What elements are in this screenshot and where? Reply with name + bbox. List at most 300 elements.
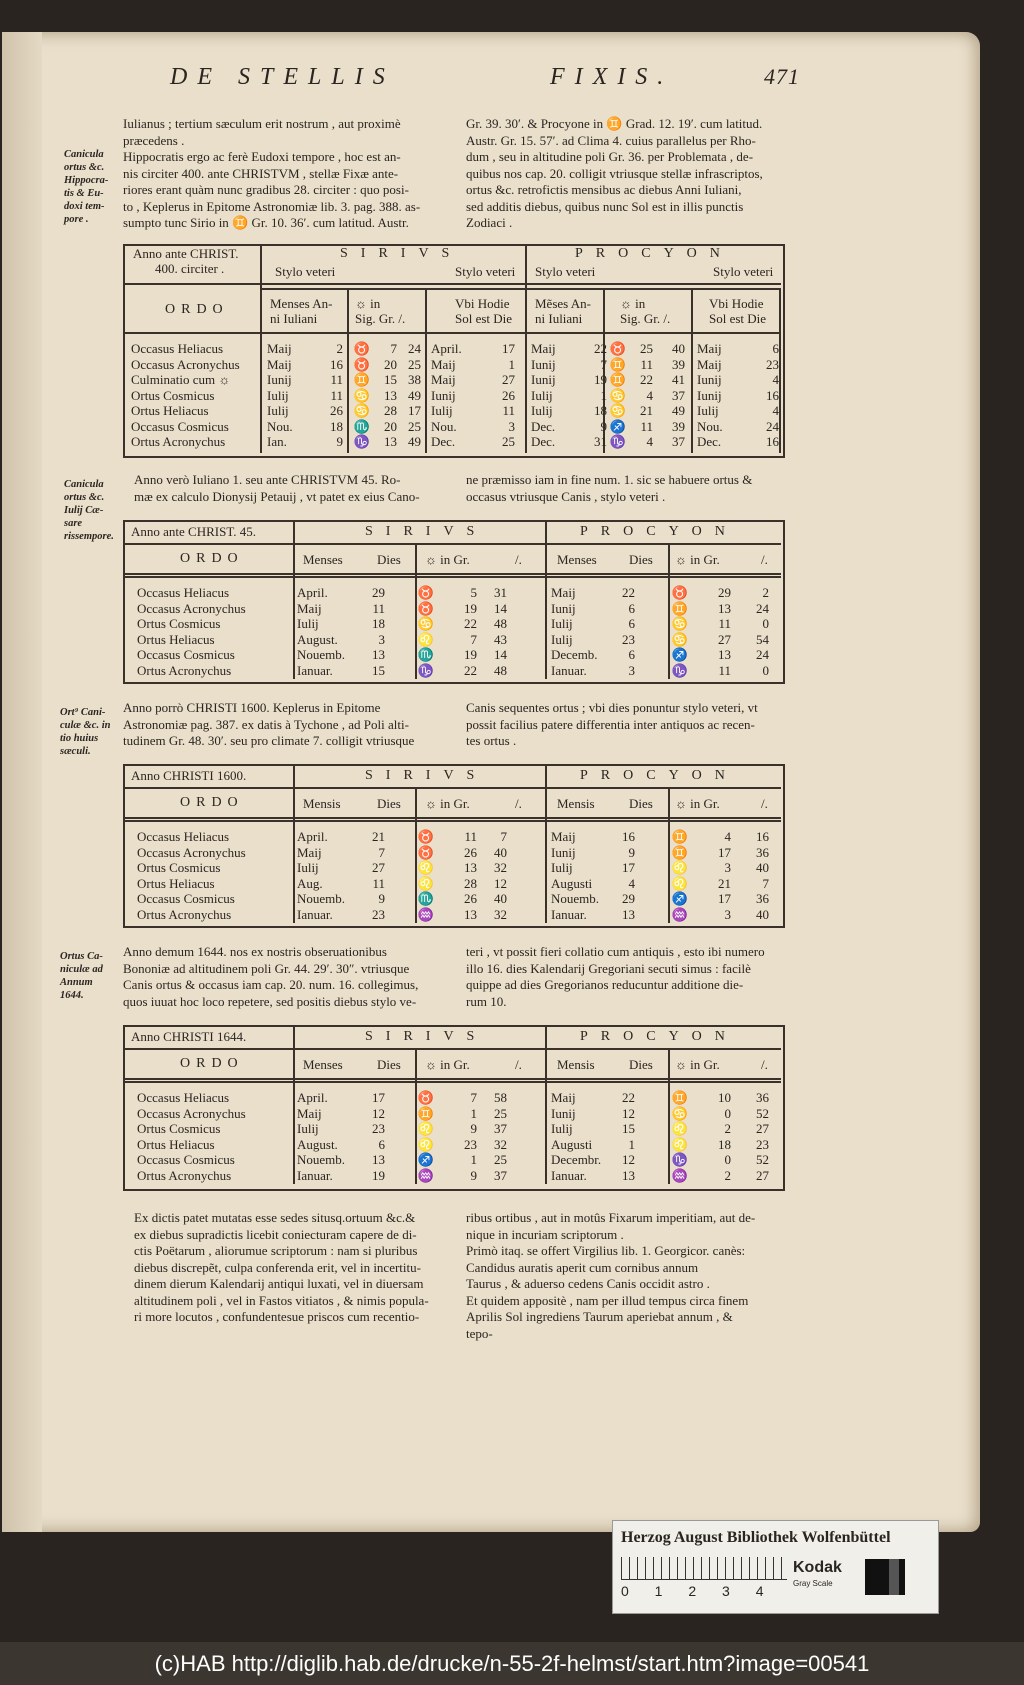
table-cell: Ortus Cosmicus (137, 1121, 221, 1136)
table-cell: Iunij (697, 387, 722, 403)
table-cell: 17 (372, 1090, 385, 1105)
table-cell: Nou. (697, 418, 723, 434)
table-cell: Ortus Heliacus (137, 875, 215, 891)
margin-line: sæculi. (60, 746, 91, 757)
table-cell: Iunij (551, 1105, 576, 1121)
gray-patch-dark (865, 1559, 905, 1595)
margin-line: Canicula (64, 479, 104, 490)
table-cell: Decemb. (551, 647, 598, 662)
running-header (170, 64, 800, 94)
table-cell: 26 (464, 891, 477, 906)
table-cell: 32 (494, 1136, 507, 1152)
table-cell: 13 (464, 906, 477, 922)
table-cell: 14 (494, 600, 507, 616)
table-cell: 4 (772, 403, 779, 418)
table-cell: Dec. (431, 434, 456, 449)
table-cell: 4 (628, 875, 635, 891)
rule (125, 817, 781, 819)
table-cell: 25 (408, 418, 421, 434)
table-cell: 29 (718, 585, 731, 600)
table-cell: 1 (628, 1136, 635, 1152)
table-cell: 49 (408, 387, 421, 403)
table-cell: 29 (622, 891, 635, 906)
text-line: rum 10. (466, 993, 507, 1009)
table-cell: Occasus Heliacus (137, 1090, 230, 1105)
ordo-header: ORDO (180, 795, 244, 810)
table-cell: 5 (470, 585, 477, 600)
procyon-header: PROCYON (580, 524, 738, 539)
rule (293, 521, 295, 679)
table-cell: 23 (372, 1121, 385, 1136)
rule (260, 246, 262, 453)
table-cell: Maij (267, 341, 292, 356)
table-cell: Occasus Cosmicus (131, 418, 229, 434)
table-cell: 24 (756, 647, 769, 662)
table-cell: Nouemb. (297, 891, 346, 906)
rule (425, 288, 427, 453)
ordo-header: ORDO (165, 302, 229, 317)
table-cell: 11 (330, 387, 343, 403)
text-line: Et quidem appositè , nam per illud tempus circa finem (466, 1292, 749, 1308)
ordo-header: ORDO (180, 551, 244, 566)
table-cell: Ortus Acronychus (137, 662, 232, 678)
text-line: teri , vt possit fieri collatio cum antiquis , esto ibi numero (466, 944, 765, 959)
table-cell: 28 (384, 403, 397, 418)
table-cell: 31 (494, 585, 507, 600)
gray-scale-label: Gray Scale (793, 1579, 833, 1588)
table-cell: Iulij (551, 1121, 573, 1136)
table-cell: ♊ (609, 372, 627, 387)
table-cell: ♋ (609, 403, 627, 418)
library-name: Herzog August Bibliothek Wolfenbüttel (621, 1529, 891, 1546)
rule (545, 1026, 547, 1184)
table-cell: 0 (724, 1105, 731, 1121)
table-cell: Ortus Acronychus (137, 906, 232, 922)
table-cell: 12 (372, 1105, 385, 1121)
closing-right (466, 1210, 798, 1342)
text-line: mæ ex calculo Dionysij Petauij , vt patet ex eius Cano- (134, 488, 420, 504)
table-cell: 12 (494, 875, 507, 891)
table-cell: 27 (756, 1121, 769, 1136)
column-header: ni Iuliani (535, 311, 583, 326)
text-line: ex diebus supradictis licebit coniecturam capere de di- (134, 1226, 417, 1242)
table-cell: 12 (622, 1105, 635, 1121)
table-cell: ♏ (417, 891, 435, 906)
text-line: riores erant quàm nunc gradibus 28. circiter : quo posi- (123, 182, 409, 197)
text-line: nique in incuriam scriptorum . (466, 1226, 624, 1242)
table-cell: 7 (470, 631, 477, 647)
table-cell: Ortus Cosmicus (131, 387, 215, 403)
table-cell: Iunij (531, 356, 556, 372)
table-cell: 7 (390, 341, 397, 356)
table-cell: 22 (464, 616, 477, 631)
table-cell: Iunij (697, 372, 722, 387)
table-cell: 7 (378, 844, 385, 860)
table-cell: ♌ (671, 875, 689, 891)
text-line: sed additis diebus, quibus nunc Sol est in illis punctis (466, 198, 744, 214)
table-cell: 17 (408, 403, 421, 418)
table-cell: ♒ (417, 1167, 435, 1183)
table-cell: April. (297, 829, 328, 844)
table-cell: 16 (330, 356, 343, 372)
table-cell: Iulij (297, 1121, 319, 1136)
table-cell: Dec. (697, 434, 722, 449)
margin-note-3 (60, 706, 122, 758)
rule (125, 1048, 781, 1050)
table-cell: 52 (756, 1152, 769, 1167)
table-cell: Augusti (551, 1136, 593, 1152)
table-cell: ♒ (671, 1167, 689, 1183)
table-cell: 6 (772, 341, 779, 356)
table-cell: ♌ (417, 631, 435, 647)
text-line: altitudinem poli , vel in Fastos vitiatos , & nimis popula- (134, 1292, 429, 1308)
table-cell: 4 (646, 387, 653, 403)
table-cell: ♋ (671, 616, 689, 631)
table-cell: Maij (431, 356, 456, 372)
table-cell: Aug. (297, 875, 323, 891)
table-cell: 1 (600, 387, 607, 403)
text-line: dinem dierum Kalendarij antiqui luxati, vel in diuersam (134, 1276, 424, 1291)
text-line: Candidus auratis aperit cum cornibus annum (466, 1259, 699, 1275)
table-cell: 18 (372, 616, 385, 631)
sirius-header: SIRIVS (365, 768, 488, 783)
text-line: Hippocratis ergo ac ferè Eudoxi tempore , hoc est an- (123, 149, 401, 164)
procyon-header: PROCYON (580, 768, 738, 783)
table-cell: 16 (756, 829, 769, 844)
column-header: ☼ in (355, 296, 381, 311)
margin-line: tis & Eu- (64, 188, 104, 199)
text-line: Aprilis Sol ingrediens Taurum aperiebat annum , & (466, 1309, 733, 1324)
table-cell: 19 (372, 1167, 385, 1183)
table-cell: Nou. (267, 418, 293, 434)
table-cell: ♋ (671, 631, 689, 647)
table-cell: Ianuar. (551, 906, 587, 922)
text-line: Anno porrò CHRISTI 1600. Keplerus in Epitome (123, 700, 381, 715)
table-cell: Ianuar. (297, 906, 333, 922)
column-header: Menses (303, 552, 343, 567)
text-line: Taurus , & aduerso cedens Canis occidit astro . (466, 1276, 710, 1291)
table-cell: Dec. (531, 418, 556, 434)
table-cell: ♊ (353, 372, 371, 387)
margin-note-1 (64, 148, 122, 226)
table-cell: 36 (756, 1090, 769, 1105)
text-line: to , Keplerus in Epitome Astronomiæ lib. 3. pag. 388. as- (123, 198, 421, 214)
table-cell: 37 (494, 1121, 507, 1136)
table-cell: Ortus Heliacus (137, 1136, 215, 1152)
table-cell: 19 (464, 600, 477, 616)
copyright-footer: (c)HAB http://diglib.hab.de/drucke/n-55-2f-helmst/start.htm?image=00541 (0, 1642, 1024, 1685)
table-cell: 13 (372, 647, 385, 662)
table-cell: Maij (267, 356, 292, 372)
table-cell: ♑ (609, 434, 627, 449)
column-header: Mensis (557, 1057, 595, 1072)
table-cell: 28 (464, 875, 477, 891)
table-cell: 6 (628, 616, 635, 631)
table-cell: 22 (622, 1090, 635, 1105)
table-cell: 7 (500, 829, 507, 844)
table-cell: 58 (494, 1090, 507, 1105)
column-header: /. (515, 796, 522, 811)
text-line: ribus ortibus , aut in motûs Fixarum imperitiam, aut de- (466, 1210, 756, 1225)
table-cell: 39 (672, 356, 685, 372)
table-cell: 6 (378, 1136, 385, 1152)
scale-numbers: 0 1 2 3 4 (621, 1583, 764, 1599)
table-cell: Ortus Heliacus (131, 403, 209, 418)
table-cell: 26 (464, 844, 477, 860)
text-line: præcedens . (123, 132, 185, 148)
table-cell: ♏ (417, 647, 435, 662)
table-cell: 24 (756, 600, 769, 616)
table-cell: ♉ (353, 356, 371, 372)
table-cell: Maij (431, 372, 456, 387)
table-cell: 21 (640, 403, 653, 418)
table-cell: Iulij (431, 403, 453, 418)
table-cell: Occasus Heliacus (137, 585, 230, 600)
table-cell: 25 (408, 356, 421, 372)
table-cell: ♌ (417, 860, 435, 875)
text-line: nis circiter 400. ante CHRISTVM , stellæ Fixæ ante- (123, 165, 399, 181)
table-cell: 12 (622, 1152, 635, 1167)
table-cell: 54 (756, 631, 769, 647)
table-cell: 7 (600, 356, 607, 372)
table-cell: 1 (508, 356, 515, 372)
table-cell: Decembr. (551, 1152, 602, 1167)
intro-left-column (123, 116, 455, 232)
text-line: Gr. 39. 30′. & Procyone in ♊ Grad. 12. 19′. cum latitud. (466, 116, 763, 131)
table-cell: 13 (464, 860, 477, 875)
table-cell: April. (297, 585, 328, 600)
table-cell: 23 (372, 906, 385, 922)
table-cell: 16 (766, 434, 779, 449)
margin-line: rissempore. (64, 531, 114, 542)
rule (125, 543, 781, 545)
table-cell: ♉ (417, 600, 435, 616)
table-cell: 9 (336, 434, 343, 449)
table-cell: 4 (724, 829, 731, 844)
table-cell: April. (431, 341, 462, 356)
column-header: Dies (377, 796, 401, 811)
table-cell: 32 (494, 860, 507, 875)
table-title: Anno CHRISTI 1600. (131, 768, 247, 783)
margin-line: Ortus Ca- (60, 951, 103, 962)
column-header: Mensis (303, 796, 341, 811)
text-line: Astronomiæ pag. 387. ex datis à Tychone , ad Poli alti- (123, 716, 409, 732)
column-header: Sol est Die (709, 311, 767, 326)
table-cell: 36 (756, 891, 769, 906)
table-cell: 11 (330, 372, 343, 387)
table-cell: 16 (766, 387, 779, 403)
table-cell: 19 (594, 372, 607, 387)
table-cell: Maij (551, 585, 576, 600)
para4-right (466, 944, 798, 1010)
text-line: Canis ortus & occasus iam cap. 20. num. 16. collegimus, (123, 977, 419, 992)
scale-ruler (621, 1557, 787, 1580)
table-cell: Occasus Acronychus (137, 1105, 246, 1121)
table-cell: 48 (494, 662, 507, 678)
text-line: occasus vtriusque Canis , stylo veteri . (466, 488, 666, 504)
table-cell: 0 (762, 662, 769, 678)
table-cell: 29 (372, 585, 385, 600)
table-cell: Maij (531, 341, 556, 356)
table-cell: 40 (494, 891, 507, 906)
stylo-label: Stylo veteri (275, 264, 336, 279)
rule (125, 576, 781, 578)
column-header: ☼ in (620, 296, 646, 311)
margin-line: Canicula (64, 149, 104, 160)
table-cell: 17 (718, 891, 731, 906)
table-cell: 40 (672, 341, 685, 356)
table-cell: ♐ (417, 1152, 435, 1167)
table-cell: 23 (766, 356, 779, 372)
table-cell: 27 (718, 631, 731, 647)
page-number: 471 (764, 64, 800, 89)
table-cell: ♊ (609, 356, 627, 372)
table-cell: 17 (502, 341, 515, 356)
table-cell: ♉ (609, 341, 627, 356)
table-cell: 3 (724, 860, 731, 875)
sirius-header: SIRIVS (365, 1029, 488, 1044)
table-cell: 17 (622, 860, 635, 875)
text-line: illo 16. dies Kalendarij Gregoriani secuti simus : facilè (466, 960, 751, 976)
table-cell: Occasus Acronychus (137, 844, 246, 860)
table-cell: 11 (718, 616, 731, 631)
table-cell: 49 (672, 403, 685, 418)
margin-line: 1644. (60, 990, 84, 1001)
table-cell: Maij (297, 844, 322, 860)
table-cell: Ianuar. (297, 1167, 333, 1183)
text-line: Bononiæ ad altitudinem poli Gr. 44. 29′. 30″. vtriusque (123, 960, 410, 976)
table-cell: Iunij (531, 372, 556, 387)
table-cell: Ianuar. (297, 662, 333, 678)
table-cell: ♒ (417, 906, 435, 922)
table-cell: 27 (756, 1167, 769, 1183)
page-gutter (2, 32, 42, 1532)
text-line: Austr. Gr. 15. 57′. ad Clima 4. cuius parallelus per Rho- (466, 132, 756, 148)
table-cell: Maij (551, 1090, 576, 1105)
table-cell: 2 (724, 1121, 731, 1136)
table-cell: 13 (372, 1152, 385, 1167)
column-header: ni Iuliani (270, 311, 318, 326)
table-cell: 22 (622, 585, 635, 600)
table-cell: 2 (724, 1167, 731, 1183)
table-cell: Nouemb. (297, 647, 346, 662)
table-cell: ♉ (417, 844, 435, 860)
margin-line: Annum (60, 977, 93, 988)
table-cell: Ianuar. (551, 662, 587, 678)
table-cell: 22 (640, 372, 653, 387)
margin-line: sare (64, 518, 83, 529)
table-cell: 21 (718, 875, 731, 891)
text-line: Anno demum 1644. nos ex nostris obseruationibus (123, 944, 387, 959)
table-cell: 11 (640, 418, 653, 434)
table-cell: 18 (594, 403, 607, 418)
table-cell: 13 (718, 647, 731, 662)
margin-line: tio huius (60, 733, 99, 744)
table-cell: ♌ (417, 1136, 435, 1152)
table-cell: 25 (640, 341, 653, 356)
table-cell: August. (297, 631, 338, 647)
rule (125, 820, 781, 822)
table-cell: 18 (718, 1136, 731, 1152)
header-left: DE STELLIS (170, 64, 395, 90)
table-cell: Iulij (267, 403, 289, 418)
table-cell: 27 (372, 860, 385, 875)
stylo-label: Stylo veteri (535, 264, 596, 279)
table-cell: Maij (297, 600, 322, 616)
text-line: Primò itaq. se offert Virgilius lib. 1. Georgicor. canès: (466, 1243, 746, 1258)
column-header: ☼ in Gr. (675, 552, 720, 567)
table-cell: 26 (330, 403, 343, 418)
table-cell: 2 (336, 341, 343, 356)
column-header: Sig. Gr. /. (355, 311, 406, 326)
table-cell: 40 (756, 906, 769, 922)
column-header: Sol est Die (455, 311, 513, 326)
para2-left (134, 472, 454, 505)
table-cell: August. (297, 1136, 338, 1152)
column-header: Dies (629, 796, 653, 811)
table-cell: 20 (384, 418, 397, 434)
table-cell: Ianuar. (551, 1167, 587, 1183)
table-cell: Ortus Cosmicus (137, 860, 221, 875)
text-line: tes ortus . (466, 733, 517, 748)
table-cell: Iulij (697, 403, 719, 418)
table-cell: 11 (372, 600, 385, 616)
table-cell: 25 (494, 1105, 507, 1121)
table-cell: 0 (762, 616, 769, 631)
table-cell: Iunij (551, 844, 576, 860)
text-line: tepo- (466, 1325, 493, 1341)
column-header: /. (761, 796, 768, 811)
para4-left (123, 944, 455, 1010)
table-cell: 52 (756, 1105, 769, 1121)
table-cell: 18 (330, 418, 343, 434)
table-cell: ♌ (417, 1121, 435, 1136)
table-cell: 11 (718, 662, 731, 678)
table-cell: 11 (502, 403, 515, 418)
text-line: ri more locutos , confundentesue priscos cum recentio- (134, 1309, 420, 1324)
column-header: Vbi Hodie (709, 296, 764, 311)
table-cell: Occasus Heliacus (137, 829, 230, 844)
table-cell: Iulij (267, 387, 289, 403)
column-header: Sig. Gr. /. (620, 311, 671, 326)
table-cell: 9 (378, 891, 385, 906)
table-cell: 4 (646, 434, 653, 449)
text-line: dum , seu in altitudine poli Gr. 36. per Problemata , de- (466, 149, 754, 164)
table-cell: 19 (464, 647, 477, 662)
para3-left (123, 700, 455, 750)
table-cell: 31 (594, 434, 607, 449)
text-line: ortus &c. retrofictis mensibus ac diebus Anni Iuliani, (466, 182, 742, 197)
column-header: Menses An- (270, 296, 333, 311)
table-cell: 23 (464, 1136, 477, 1152)
table-cell: 1 (470, 1152, 477, 1167)
margin-line: Iulij Cæ- (64, 505, 104, 516)
table-title: Anno CHRISTI 1644. (131, 1029, 247, 1044)
table-cell: 11 (464, 829, 477, 844)
table-cell: Occasus Cosmicus (137, 891, 235, 906)
margin-line: doxi tem- (64, 201, 105, 212)
gray-patch-mid (889, 1559, 899, 1595)
text-line: Canis sequentes ortus ; vbi dies ponuntur stylo veteri, vt (466, 700, 758, 715)
table-cell: 6 (628, 600, 635, 616)
ordo-header: ORDO (180, 1056, 244, 1071)
table-cell: 15 (622, 1121, 635, 1136)
table-title: Anno ante CHRIST. 45. (131, 524, 257, 539)
table-cell: Nouemb. (297, 1152, 346, 1167)
table-cell: 21 (372, 829, 385, 844)
table-cell: Occasus Acronychus (131, 356, 240, 372)
rule (293, 1026, 295, 1184)
